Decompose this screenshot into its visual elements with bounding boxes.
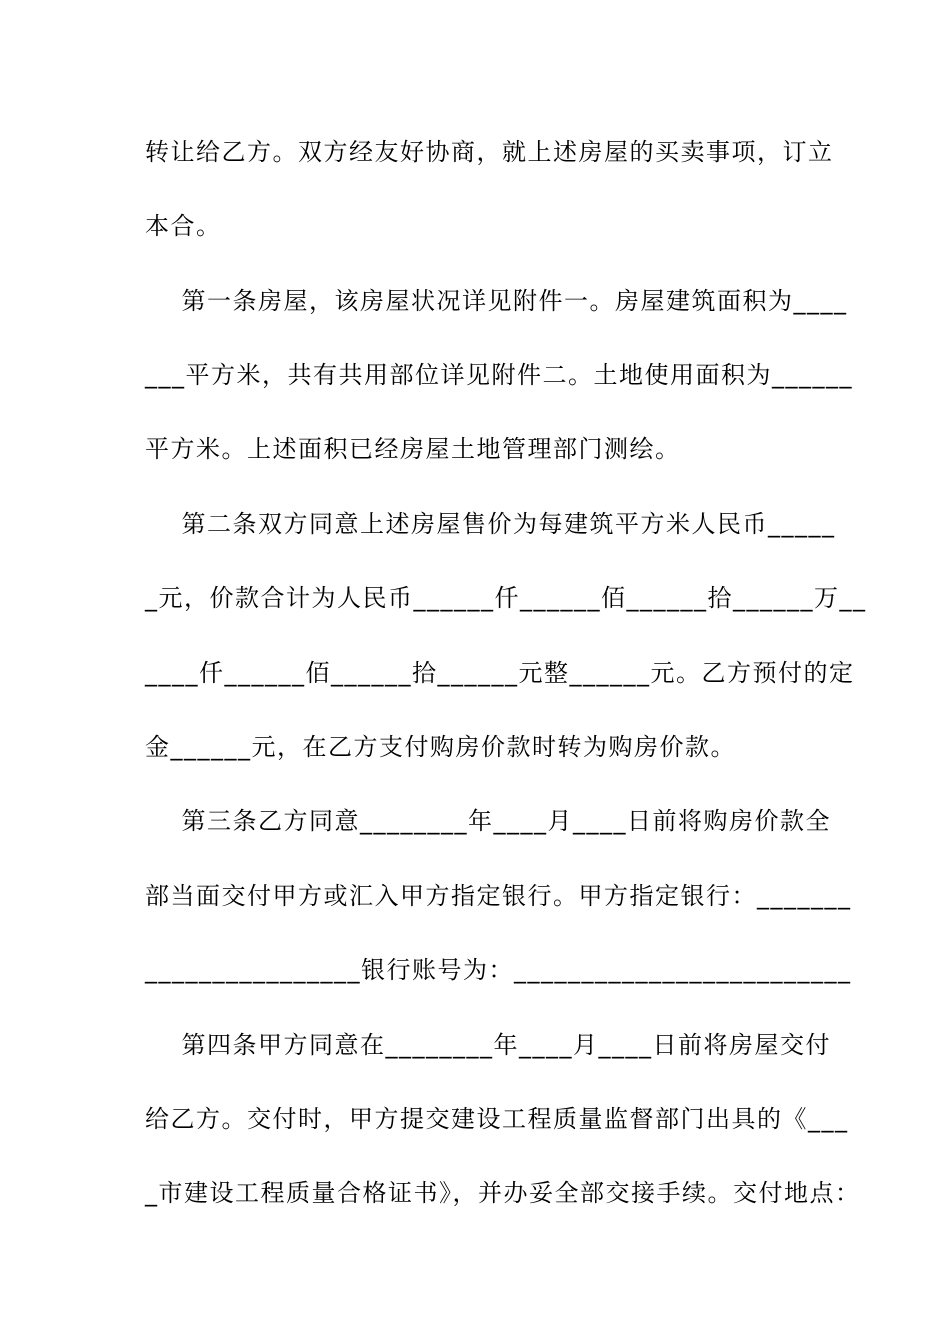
text-line: 平方米。上述面积已经房屋土地管理部门测绘。 [145, 435, 681, 463]
text-line: _元，价款合计为人民币______仟______佰______拾______万__ [145, 584, 867, 612]
text-line: 第一条房屋，该房屋状况详见附件一。房屋建筑面积为____ [145, 287, 848, 315]
text-line: 给乙方。交付时，甲方提交建设工程质量监督部门出具的《___ [145, 1105, 849, 1133]
text-line: ________________银行账号为：_________________________ [145, 956, 852, 984]
text-line: 第四条甲方同意在________年____月____日前将房屋交付 [145, 1031, 832, 1059]
text-line: 第二条双方同意上述房屋售价为每建筑平方米人民币_____ [145, 510, 836, 538]
text-line: _市建设工程质量合格证书》，并办妥全部交接手续。交付地点： [145, 1179, 861, 1207]
text-line: 金______元，在乙方支付购房价款时转为购房价款。 [145, 733, 736, 761]
text-line: ____仟______佰______拾______元整______元。乙方预付的定 [145, 659, 855, 687]
text-line: 本合。 [145, 212, 222, 240]
text-line: 部当面交付甲方或汇入甲方指定银行。甲方指定银行：_______ [145, 882, 852, 910]
text-line: ___平方米，共有共用部位详见附件二。土地使用面积为______ [145, 361, 853, 389]
text-line: 转让给乙方。双方经友好协商，就上述房屋的买卖事项，订立 [145, 138, 834, 166]
text-line: 第三条乙方同意________年____月____日前将购房价款全 [145, 807, 832, 835]
